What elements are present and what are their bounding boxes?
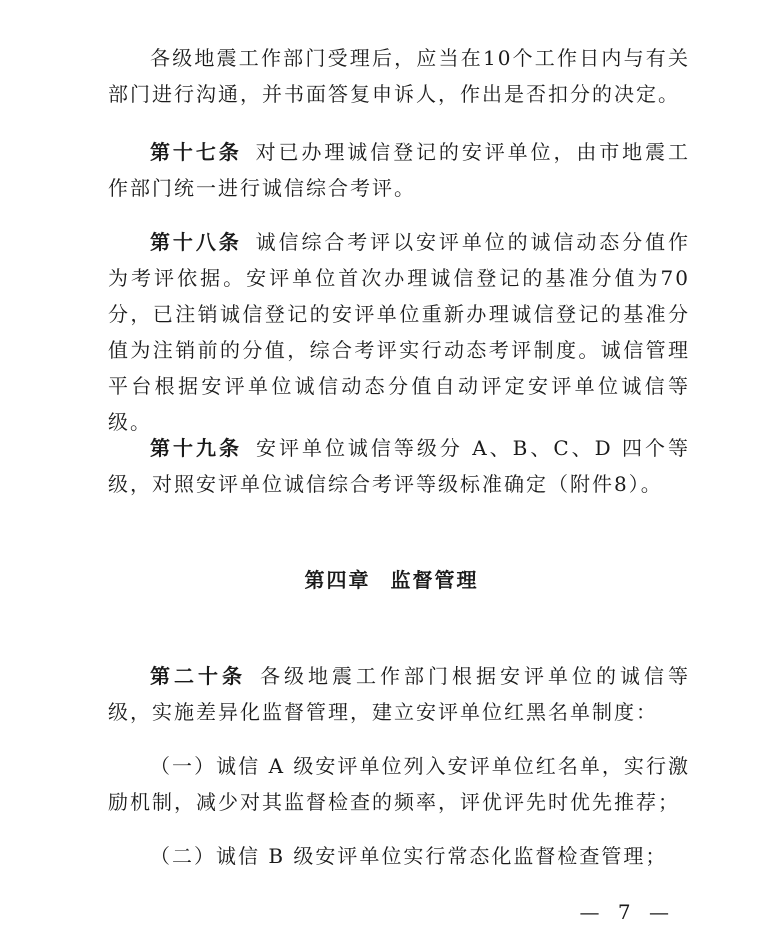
article-number: 第二十条 — [150, 664, 246, 688]
article-18 — [108, 224, 690, 440]
list-item-1 — [108, 748, 690, 820]
article-text: 各级地震工作部门根据安评单位的诚信等级，实施差异化监督管理，建立安评单位红黑名单制度： — [108, 664, 690, 724]
chapter-title: 监督管理 — [390, 568, 479, 592]
list-item-2 — [108, 838, 690, 874]
article-text: 诚信综合考评以安评单位的诚信动态分值作为考评依据。安评单位首次办理诚信登记的基准分值为70分，已注销诚信登记的安评单位重新办理诚信登记的基准分值为注销前的分值，综合考评实行动态考评制度。诚信管理平台根据安评单位诚信动态分值自动评定安评单位诚信等级。 — [108, 230, 691, 434]
page-number: — 7 — — [579, 900, 675, 924]
chapter-heading — [0, 562, 783, 598]
chapter-number: 第四章 — [304, 568, 371, 592]
article-text: 安评单位诚信等级分 A、B、C、D 四个等级，对照安评单位诚信综合考评等级标准确定（附件8）。 — [108, 436, 690, 496]
article-20 — [108, 658, 690, 730]
article-19 — [108, 430, 690, 502]
article-number: 第十九条 — [150, 436, 242, 460]
article-17 — [108, 134, 690, 206]
article-number: 第十八条 — [150, 230, 242, 254]
article-number: 第十七条 — [150, 140, 242, 164]
list-item-text: （二）诚信 B 级安评单位实行常态化监督检查管理； — [150, 844, 668, 868]
paragraph-text: 各级地震工作部门受理后，应当在10个工作日内与有关部门进行沟通，并书面答复申诉人，作出是否扣分的决定。 — [108, 46, 690, 106]
paragraph-appeal-reply — [108, 40, 690, 112]
list-item-text: （一）诚信 A 级安评单位列入安评单位红名单，实行激励机制，减少对其监督检查的频率，评优评先时优先推荐； — [108, 754, 690, 814]
article-text: 对已办理诚信登记的安评单位，由市地震工作部门统一进行诚信综合考评。 — [108, 140, 691, 200]
